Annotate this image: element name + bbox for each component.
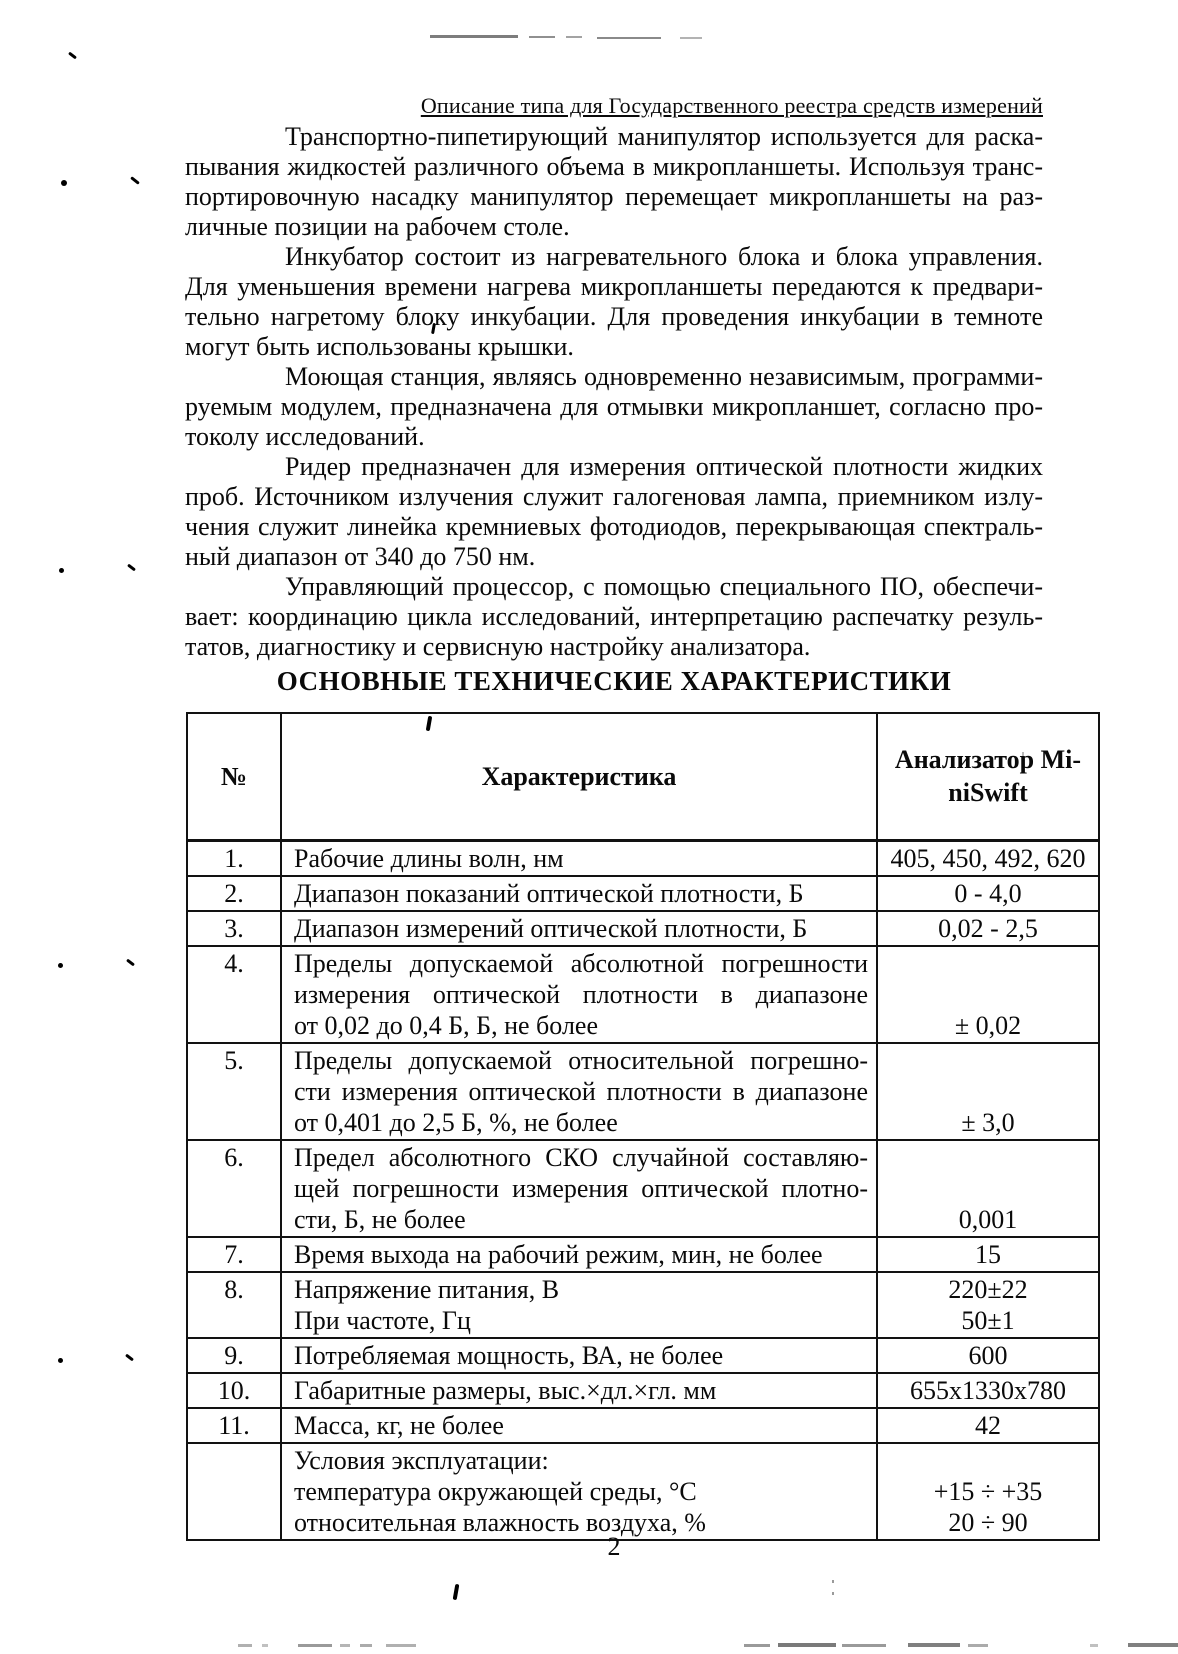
table-row: [187, 1408, 1099, 1443]
table-row: [187, 1338, 1099, 1373]
paragraph-line: Инкубатор состоит из нагревательного блока и блока управления.: [285, 242, 1043, 271]
row-value: [877, 1338, 1099, 1373]
scan-mark: [59, 568, 64, 573]
label-line: от 0,02 до 0,4 Б, Б, не более: [294, 1010, 599, 1040]
table-row: [187, 911, 1099, 946]
row-number: 9.: [187, 1338, 281, 1373]
row-number: 5.: [187, 1043, 281, 1140]
table-row: [187, 1373, 1099, 1408]
value-line: 0,02 - 2,5: [938, 913, 1038, 943]
row-number: 3.: [187, 911, 281, 946]
column-header-analyzer: [877, 713, 1099, 840]
row-value: [877, 911, 1099, 946]
row-number: 11.: [187, 1408, 281, 1443]
label-line: относительная влажность воздуха, %: [294, 1507, 706, 1537]
scan-artifact: [238, 1644, 252, 1647]
paragraph-line: Транспортно-пипетирующий манипулятор используется для раска-: [285, 122, 1043, 151]
paragraph-line: проб. Источником излучения служит галогеновая лампа, приемником излу-: [185, 482, 1043, 511]
column-header-characteristic: Характеристика: [281, 713, 877, 840]
row-label: [281, 946, 877, 1043]
row-value: [877, 1373, 1099, 1408]
scan-mark: [61, 180, 67, 186]
column-header-analyzer-line: niSwift: [948, 778, 1028, 808]
row-label: [281, 911, 877, 946]
row-number: [187, 1443, 281, 1540]
label-line: Рабочие длины волн, нм: [294, 843, 564, 873]
label-line: температура окружающей среды, °С: [294, 1476, 697, 1506]
paragraph-line: чения служит линейка кремниевых фотодиодов, перекрывающая спектраль-: [185, 512, 1043, 541]
value-line: 20 ÷ 90: [948, 1507, 1028, 1537]
scan-mark: [68, 52, 77, 60]
row-label: [281, 876, 877, 911]
scan-mark: [127, 564, 136, 572]
scan-artifact: [430, 35, 518, 38]
table-row: [187, 876, 1099, 911]
paragraph-line: татов, диагностику и сервисную настройку анализатора.: [185, 632, 811, 661]
row-value: [877, 1272, 1099, 1338]
scan-artifact: [529, 36, 555, 38]
value-line: 0,001: [958, 1204, 1018, 1234]
scan-mark: [125, 1354, 134, 1362]
row-value: [877, 1408, 1099, 1443]
page-number: 2: [607, 1532, 621, 1561]
scan-artifact: [778, 1643, 836, 1647]
row-value: [877, 840, 1099, 876]
label-line: Предел абсолютного СКО случайной составляю-: [294, 1142, 868, 1172]
scan-artifact: [298, 1644, 332, 1647]
paragraph-line: руемым модулем, предназначена для отмывки микропланшет, согласно про-: [185, 392, 1043, 421]
column-header-num: №: [187, 713, 281, 840]
scan-mark: [58, 1358, 63, 1363]
row-label: [281, 1237, 877, 1272]
row-number: 4.: [187, 946, 281, 1043]
paragraph-line: вает: координацию цикла исследований, интерпретацию распечатку резуль-: [185, 602, 1043, 631]
label-line: Условия эксплуатации:: [294, 1445, 549, 1475]
value-line: 405, 450, 492, 620: [890, 843, 1086, 873]
label-line: Габаритные размеры, выс.×дл.×гл. мм: [294, 1375, 717, 1405]
label-line: Время выхода на рабочий режим, мин, не более: [294, 1239, 823, 1269]
row-value: [877, 1043, 1099, 1140]
specs-table: [186, 712, 1100, 1541]
paragraph-line: могут быть использованы крышки.: [185, 332, 574, 361]
value-line: 220±22: [948, 1274, 1028, 1304]
scan-artifact: [832, 1592, 834, 1595]
paragraph-line: Моющая станция, являясь одновременно независимым, программи-: [285, 362, 1043, 391]
row-label: [281, 840, 877, 876]
row-label: [281, 1408, 877, 1443]
table-row: [187, 1043, 1099, 1140]
scan-artifact: [1090, 1644, 1098, 1647]
section-title: ОСНОВНЫЕ ТЕХНИЧЕСКИЕ ХАРАКТЕРИСТИКИ: [276, 666, 952, 696]
table-row: [187, 946, 1099, 1043]
label-line: от 0,401 до 2,5 Б, %, не более: [294, 1107, 618, 1137]
scan-artifact: [832, 1580, 834, 1583]
row-label: [281, 1373, 877, 1408]
paragraph-line: портировочную насадку манипулятор перемещает микропланшеты на раз-: [185, 182, 1043, 211]
row-value: [877, 876, 1099, 911]
value-line: 50±1: [961, 1305, 1015, 1335]
paragraph-line: тельно нагретому блоку инкубации. Для проведения инкубации в темноте: [185, 302, 1043, 331]
value-line: ± 0,02: [954, 1010, 1022, 1040]
scan-artifact: [386, 1644, 416, 1647]
row-number: 8.: [187, 1272, 281, 1338]
value-line: 655x1330x780: [910, 1375, 1066, 1405]
table-row: [187, 1140, 1099, 1237]
scan-artifact: [566, 36, 582, 38]
row-label: [281, 1338, 877, 1373]
value-line: +15 ÷ +35: [933, 1476, 1043, 1506]
row-number: 7.: [187, 1237, 281, 1272]
scan-artifact: [908, 1643, 960, 1647]
label-line: сти, Б, не более: [294, 1204, 466, 1234]
scan-mark: [130, 176, 140, 185]
table-row: [187, 1443, 1099, 1540]
label-line: При частоте, Гц: [294, 1305, 471, 1335]
label-line: измерения оптической плотности в диапазоне: [294, 979, 868, 1009]
scan-artifact: [453, 1584, 460, 1600]
row-number: 1.: [187, 840, 281, 876]
row-value: [877, 1140, 1099, 1237]
scan-artifact: [1128, 1643, 1178, 1647]
row-label: [281, 1443, 877, 1540]
paragraph-line: Управляющий процессор, с помощью специального ПО, обеспечи-: [285, 572, 1043, 601]
paragraph-line: пывания жидкостей различного объема в микропланшеты. Используя транс-: [185, 152, 1043, 181]
column-header-analyzer-line: Анализатор Mi-: [894, 745, 1082, 775]
paragraph-line: Ридер предназначен для измерения оптической плотности жидких: [285, 452, 1043, 481]
value-line: 15: [975, 1239, 1001, 1269]
value-line: ± 3,0: [961, 1107, 1015, 1137]
value-line: 0 - 4,0: [954, 878, 1022, 908]
scan-artifact: [968, 1644, 988, 1647]
table-row: [187, 840, 1099, 876]
paragraph-line: токолу исследований.: [185, 422, 425, 451]
table-row: [187, 1237, 1099, 1272]
row-value: [877, 1237, 1099, 1272]
paragraph-line: Для уменьшения времени нагрева микропланшеты передаются к предвари-: [185, 272, 1043, 301]
scan-mark: [58, 963, 63, 968]
table-header-row: [187, 713, 1099, 840]
scan-artifact: [680, 37, 702, 39]
scan-mark: [126, 959, 135, 967]
label-line: Потребляемая мощность, ВА, не более: [294, 1340, 724, 1370]
label-line: Масса, кг, не более: [294, 1410, 504, 1440]
label-line: Диапазон показаний оптической плотности, Б: [294, 878, 804, 908]
paragraph-line: ный диапазон от 340 до 750 нм.: [185, 542, 536, 571]
label-line: сти измерения оптической плотности в диапазоне: [294, 1076, 868, 1106]
row-label: [281, 1043, 877, 1140]
label-line: Пределы допускаемой абсолютной погрешности: [294, 948, 868, 978]
label-line: Диапазон измерений оптической плотности, Б: [294, 913, 808, 943]
label-line: Пределы допускаемой относительной погрешно-: [294, 1045, 868, 1075]
row-number: 10.: [187, 1373, 281, 1408]
row-label: [281, 1140, 877, 1237]
row-label: [281, 1272, 877, 1338]
scan-artifact: [262, 1644, 268, 1647]
row-value: [877, 1443, 1099, 1540]
table-row: [187, 1272, 1099, 1338]
label-line: щей погрешности измерения оптической плотно-: [294, 1173, 868, 1203]
body-text: [185, 122, 1043, 662]
paragraph-line: личные позиции на рабочем столе.: [185, 212, 570, 241]
row-number: 6.: [187, 1140, 281, 1237]
scan-artifact: [842, 1644, 886, 1647]
row-value: [877, 946, 1099, 1043]
scan-artifact: [360, 1644, 372, 1647]
value-line: 600: [968, 1340, 1008, 1370]
document-header: Описание типа для Государственного реестра средств измерений: [420, 93, 1043, 118]
scan-artifact: [597, 37, 661, 39]
scan-artifact: [744, 1644, 770, 1647]
value-line: 42: [975, 1410, 1001, 1440]
label-line: Напряжение питания, В: [294, 1274, 560, 1304]
scan-artifact: [340, 1644, 350, 1647]
row-number: 2.: [187, 876, 281, 911]
